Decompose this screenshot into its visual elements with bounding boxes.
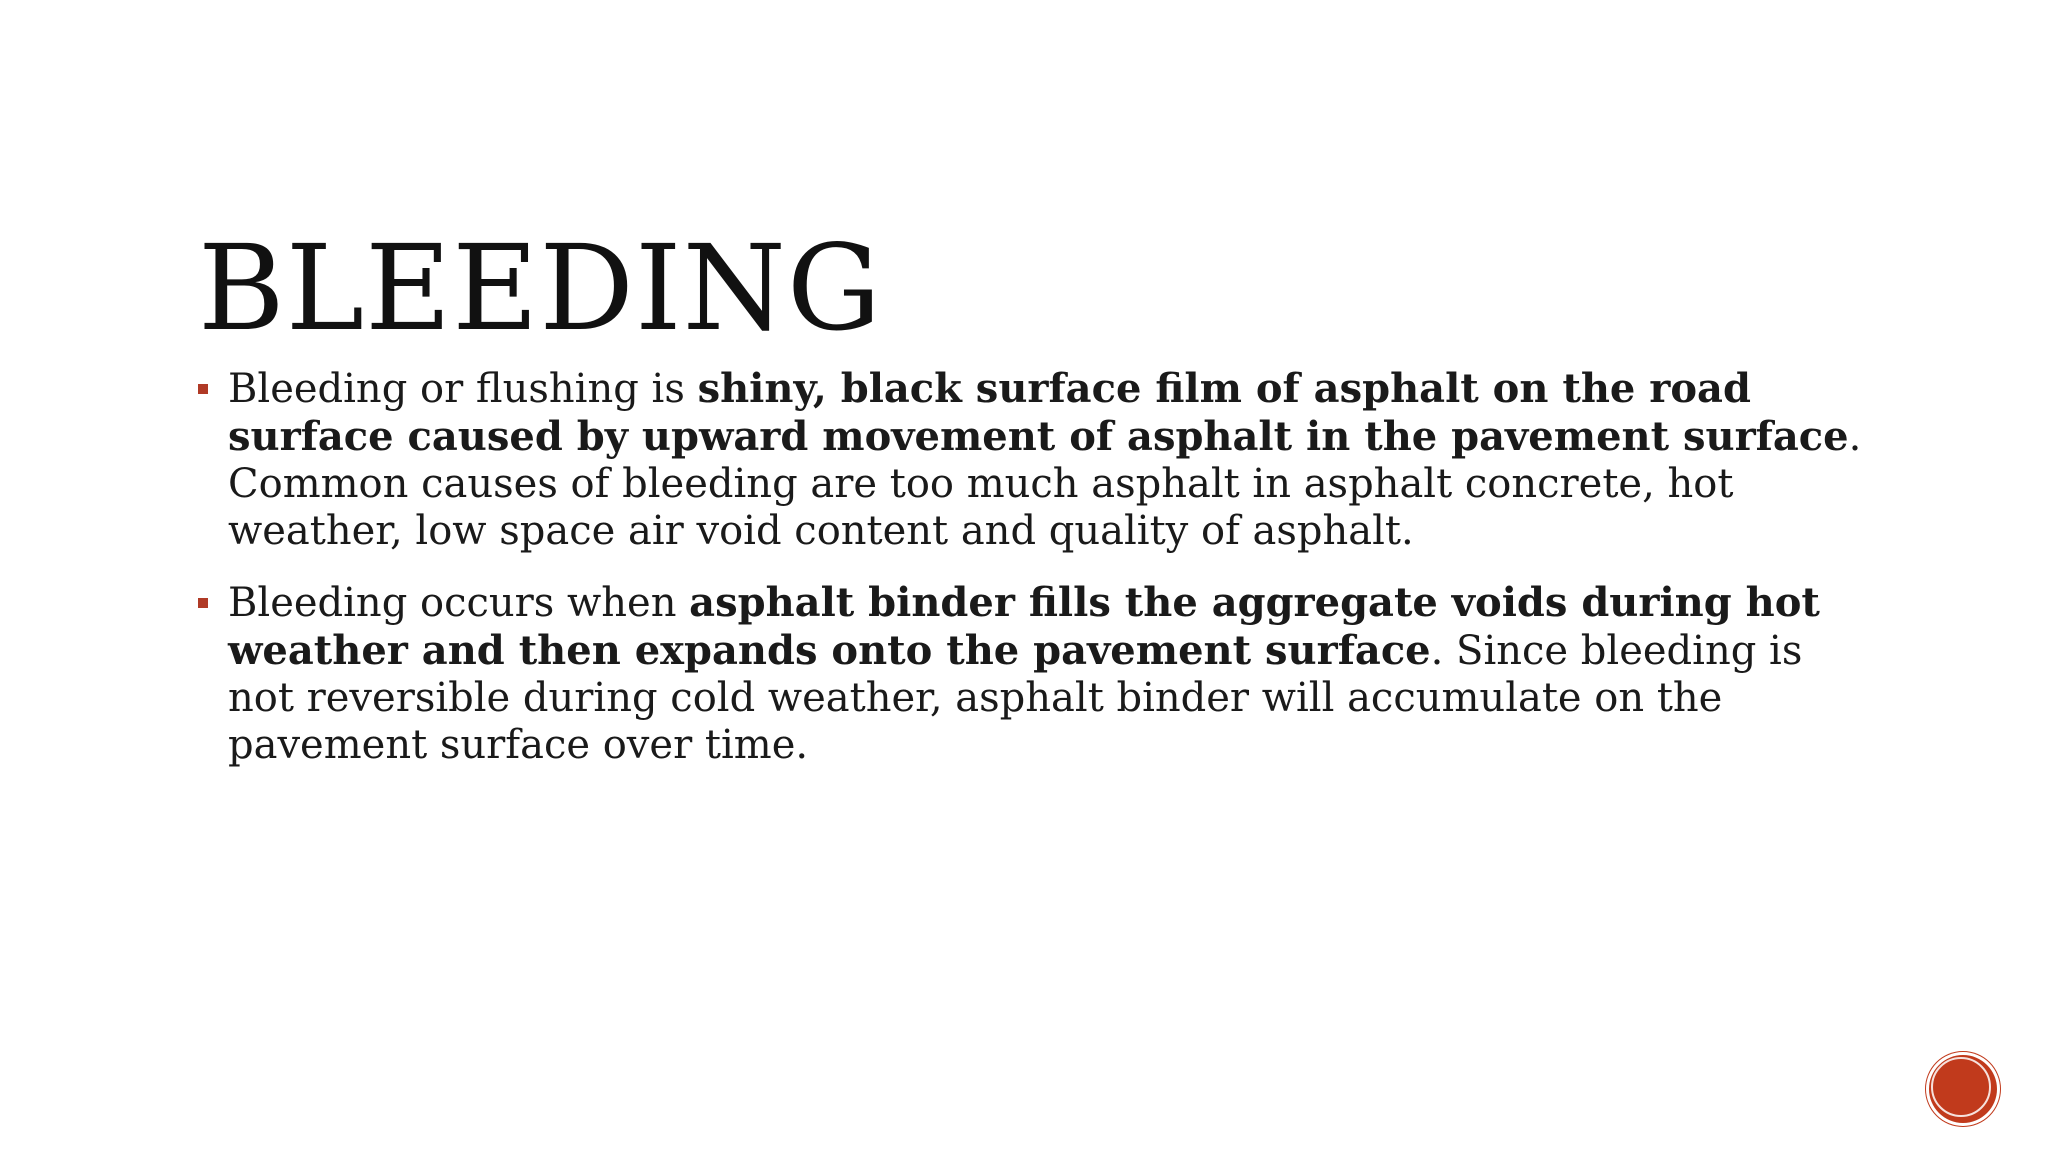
slide-number-badge-icon: [1926, 1052, 2000, 1126]
badge-ring: [1931, 1057, 1991, 1117]
square-bullet-icon: [198, 598, 208, 608]
bullet-text: Bleeding or flushing is: [228, 366, 698, 412]
square-bullet-icon: [198, 384, 208, 394]
bullet-text: . Since bleeding is not reversible during cold weather, asphalt binder will accumulate on the pavement surface over time.: [228, 628, 1803, 768]
bullet-text: . Common causes of bleeding are too much asphalt in asphalt concrete, hot weather, low space air void content and quality of asphalt.: [228, 414, 1862, 554]
bullet-list: [198, 365, 1878, 793]
bullet-text: Bleeding occurs when: [228, 580, 690, 626]
bullet-text-bold: shiny, black surface film of asphalt on the road surface caused by upward movement of asphalt in the pavement surface: [228, 365, 1849, 460]
bullet-item: [198, 579, 1878, 769]
bullet-text-bold: asphalt binder fills the aggregate voids during hot weather and then expands onto the pavement surface: [228, 579, 1820, 674]
bullet-item: [198, 365, 1878, 555]
slide-title: BLEEDING: [198, 219, 883, 358]
